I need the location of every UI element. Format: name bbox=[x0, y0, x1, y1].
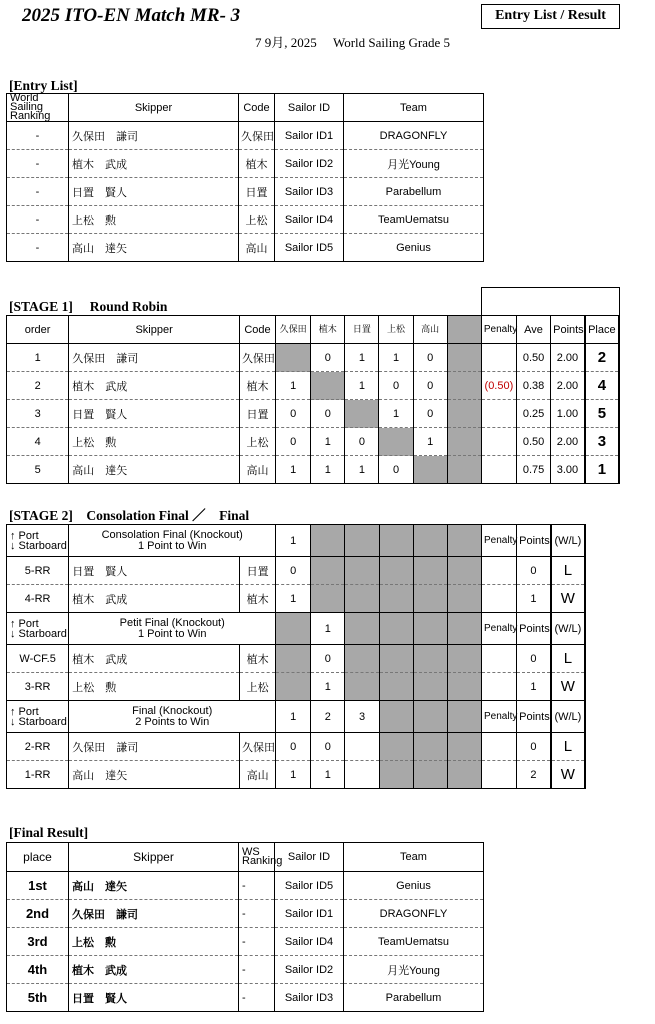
wl-cell: W bbox=[551, 761, 585, 789]
table-row bbox=[7, 673, 586, 701]
result-cell: 0 bbox=[413, 400, 447, 428]
result-cell: 0 bbox=[379, 456, 413, 484]
col-ws-ranking: World Sailing Ranking bbox=[7, 94, 69, 122]
points-cell: 1 bbox=[517, 673, 551, 701]
points-header: Points bbox=[517, 613, 551, 645]
table-row bbox=[7, 122, 484, 150]
result-cell bbox=[311, 372, 345, 400]
place-cell: 3rd bbox=[7, 928, 69, 956]
col-skipper: Skipper bbox=[69, 843, 239, 872]
penalty-header: Penalty bbox=[482, 701, 517, 733]
col-code: Code bbox=[239, 94, 275, 122]
skipper-cell: 植木 武成 bbox=[69, 956, 239, 984]
port-label: ↑ Port bbox=[10, 705, 39, 718]
entry-list-table bbox=[6, 93, 484, 262]
ranking-cell: - bbox=[7, 150, 69, 178]
sailor-id-cell: Sailor ID1 bbox=[275, 122, 344, 150]
race-result: 1 bbox=[311, 761, 345, 789]
table-row bbox=[7, 928, 484, 956]
entry-list-heading: [Entry List] bbox=[9, 78, 78, 93]
skipper-cell: 高山 達矢 bbox=[69, 761, 240, 789]
order-cell: 4 bbox=[7, 428, 69, 456]
result-cell: 1 bbox=[379, 344, 413, 372]
race-result: 0 bbox=[276, 557, 311, 585]
seed-cell: 4-RR bbox=[7, 585, 69, 613]
points-cell: 1.00 bbox=[551, 400, 585, 428]
skipper-cell: 高山 達矢 bbox=[69, 234, 239, 262]
spacer-cell bbox=[447, 372, 481, 400]
sailor-id-cell: Sailor ID3 bbox=[275, 984, 344, 1012]
col-place: Place bbox=[585, 316, 619, 344]
race-spacer bbox=[413, 525, 447, 557]
table-row bbox=[7, 344, 620, 372]
spacer-cell bbox=[447, 344, 481, 372]
place-cell: 5th bbox=[7, 984, 69, 1012]
race-result bbox=[276, 645, 311, 673]
points-cell: 2.00 bbox=[551, 372, 585, 400]
skipper-cell: 久保田 謙司 bbox=[69, 900, 239, 928]
race-number: 1 bbox=[276, 701, 311, 733]
points-cell: 2.00 bbox=[551, 428, 585, 456]
race-result bbox=[276, 673, 311, 701]
team-cell: DRAGONFLY bbox=[344, 122, 484, 150]
skipper-cell: 久保田 謙司 bbox=[69, 344, 240, 372]
skipper-cell: 久保田 謙司 bbox=[69, 733, 240, 761]
wl-cell: L bbox=[551, 733, 585, 761]
table-row bbox=[7, 206, 484, 234]
stage1-heading: [STAGE 1] Round Robin bbox=[9, 299, 168, 314]
points-cell: 3.00 bbox=[551, 456, 585, 484]
race-result: 1 bbox=[311, 673, 345, 701]
table-row bbox=[7, 400, 620, 428]
col-opponent: 高山 bbox=[413, 316, 447, 344]
table-row bbox=[7, 900, 484, 928]
seed-cell: 3-RR bbox=[7, 673, 69, 701]
race-result: 0 bbox=[276, 733, 311, 761]
race-result bbox=[345, 585, 379, 613]
col-team: Team bbox=[344, 843, 484, 872]
result-cell: 0 bbox=[276, 400, 311, 428]
port-label: ↑ Port bbox=[10, 617, 39, 630]
team-cell: TeamUematsu bbox=[344, 206, 484, 234]
points-cell: 2 bbox=[517, 761, 551, 789]
skipper-cell: 久保田 謙司 bbox=[69, 122, 239, 150]
skipper-cell: 植木 武成 bbox=[69, 585, 240, 613]
wl-header: (W/L) bbox=[551, 701, 585, 733]
order-cell: 2 bbox=[7, 372, 69, 400]
skipper-cell: 植木 武成 bbox=[69, 645, 240, 673]
starboard-label: ↓ Starboard bbox=[10, 539, 67, 552]
ranking-cell: - bbox=[7, 206, 69, 234]
race-spacer bbox=[379, 525, 413, 557]
penalty-cell bbox=[481, 428, 516, 456]
table-row bbox=[7, 557, 586, 585]
col-skipper: Skipper bbox=[69, 94, 239, 122]
ranking-cell: - bbox=[239, 872, 275, 900]
wl-cell: L bbox=[551, 557, 585, 585]
sailor-id-cell: Sailor ID3 bbox=[275, 178, 344, 206]
col-penalty: Penalty bbox=[481, 316, 516, 344]
final-result-table bbox=[6, 842, 484, 1012]
team-cell: TeamUematsu bbox=[344, 928, 484, 956]
penalty-header: Penalty bbox=[482, 613, 517, 645]
code-cell: 高山 bbox=[239, 456, 275, 484]
final-result-heading: [Final Result] bbox=[9, 825, 89, 840]
seed-cell: W-CF.5 bbox=[7, 645, 69, 673]
code-cell: 植木 bbox=[240, 585, 276, 613]
race-spacer bbox=[447, 525, 481, 557]
col-skipper: Skipper bbox=[69, 316, 240, 344]
penalty-header: Penalty bbox=[482, 525, 517, 557]
col-opponent: 上松 bbox=[379, 316, 413, 344]
seed-cell: 5-RR bbox=[7, 557, 69, 585]
table-row bbox=[7, 234, 484, 262]
wl-cell: L bbox=[551, 645, 585, 673]
team-cell: 月光Young bbox=[344, 956, 484, 984]
result-cell: 0 bbox=[311, 400, 345, 428]
penalty-cell bbox=[482, 733, 517, 761]
penalty-cell: (0.50) bbox=[481, 372, 516, 400]
result-cell bbox=[413, 456, 447, 484]
result-cell: 1 bbox=[311, 456, 345, 484]
ave-cell: 0.75 bbox=[516, 456, 550, 484]
penalty-cell bbox=[482, 645, 517, 673]
race-subtitle: 2 Points to Win bbox=[135, 715, 210, 728]
col-opponent: 植木 bbox=[311, 316, 345, 344]
team-cell: 月光Young bbox=[344, 150, 484, 178]
ranking-cell: - bbox=[7, 234, 69, 262]
code-cell: 上松 bbox=[240, 673, 276, 701]
code-cell: 植木 bbox=[239, 150, 275, 178]
table-row bbox=[7, 585, 586, 613]
penalty-cell bbox=[481, 456, 516, 484]
port-label: ↑ Port bbox=[10, 529, 39, 542]
race-result bbox=[345, 645, 379, 673]
place-cell: 1 bbox=[585, 456, 619, 484]
result-cell: 0 bbox=[311, 344, 345, 372]
table-row bbox=[7, 456, 620, 484]
seed-cell: 1-RR bbox=[7, 761, 69, 789]
table-row bbox=[7, 872, 484, 900]
race-result bbox=[345, 761, 379, 789]
code-cell: 久保田 bbox=[239, 344, 275, 372]
points-header: Points bbox=[517, 525, 551, 557]
result-cell: 1 bbox=[379, 400, 413, 428]
race-result bbox=[345, 673, 379, 701]
race-number: 1 bbox=[311, 613, 345, 645]
points-cell: 1 bbox=[517, 585, 551, 613]
team-cell: Parabellum bbox=[344, 178, 484, 206]
skipper-cell: 植木 武成 bbox=[69, 372, 240, 400]
petit-final-header bbox=[7, 613, 586, 645]
skipper-cell: 日置 賢人 bbox=[69, 557, 240, 585]
table-row bbox=[7, 956, 484, 984]
col-ave: Ave bbox=[516, 316, 550, 344]
col-opponent: 久保田 bbox=[276, 316, 311, 344]
final-header bbox=[7, 701, 586, 733]
skipper-cell: 日置 賢人 bbox=[69, 984, 239, 1012]
ranking-cell: - bbox=[7, 122, 69, 150]
race-number bbox=[276, 613, 311, 645]
result-cell bbox=[379, 428, 413, 456]
skipper-cell: 上松 勲 bbox=[69, 206, 239, 234]
result-cell: 0 bbox=[345, 428, 379, 456]
code-cell: 高山 bbox=[239, 234, 275, 262]
skipper-cell: 上松 勲 bbox=[69, 428, 240, 456]
result-cell: 0 bbox=[413, 344, 447, 372]
penalty-cell bbox=[482, 585, 517, 613]
code-cell: 上松 bbox=[239, 428, 275, 456]
col-place: place bbox=[7, 843, 69, 872]
sailor-id-cell: Sailor ID5 bbox=[275, 872, 344, 900]
starboard-label: ↓ Starboard bbox=[10, 627, 67, 640]
wl-header: (W/L) bbox=[551, 525, 585, 557]
col-code: Code bbox=[239, 316, 275, 344]
entry-result-label: Entry List / Result bbox=[481, 4, 620, 29]
penalty-cell bbox=[481, 344, 516, 372]
place-cell: 4 bbox=[585, 372, 619, 400]
race-title: Consolation Final (Knockout) bbox=[101, 528, 243, 541]
team-cell: Genius bbox=[344, 234, 484, 262]
wl-cell: W bbox=[551, 585, 585, 613]
ranking-cell: - bbox=[239, 900, 275, 928]
result-cell: 0 bbox=[413, 372, 447, 400]
place-cell: 5 bbox=[585, 400, 619, 428]
code-cell: 久保田 bbox=[240, 733, 276, 761]
race-result bbox=[311, 585, 345, 613]
skipper-cell: 植木 武成 bbox=[69, 150, 239, 178]
result-cell: 1 bbox=[311, 428, 345, 456]
wl-header: (W/L) bbox=[551, 613, 585, 645]
ranking-cell: - bbox=[239, 956, 275, 984]
table-row bbox=[7, 645, 586, 673]
race-result bbox=[311, 557, 345, 585]
stage1-header-box bbox=[481, 287, 620, 316]
penalty-cell bbox=[482, 761, 517, 789]
col-points: Points bbox=[551, 316, 585, 344]
race-subtitle: 1 Point to Win bbox=[137, 627, 207, 640]
result-cell: 0 bbox=[379, 372, 413, 400]
table-row bbox=[7, 372, 620, 400]
sailor-id-cell: Sailor ID5 bbox=[275, 234, 344, 262]
race-result: 0 bbox=[311, 733, 345, 761]
spacer-cell bbox=[447, 400, 481, 428]
place-cell: 2 bbox=[585, 344, 619, 372]
penalty-cell bbox=[482, 557, 517, 585]
sailor-id-cell: Sailor ID2 bbox=[275, 150, 344, 178]
race-number: 1 bbox=[276, 525, 311, 557]
order-cell: 1 bbox=[7, 344, 69, 372]
order-cell: 5 bbox=[7, 456, 69, 484]
skipper-cell: 高山 達矢 bbox=[69, 456, 240, 484]
place-cell: 4th bbox=[7, 956, 69, 984]
ave-cell: 0.25 bbox=[516, 400, 550, 428]
team-cell: Parabellum bbox=[344, 984, 484, 1012]
race-number bbox=[345, 525, 379, 557]
col-spacer bbox=[447, 316, 481, 344]
points-cell: 0 bbox=[517, 733, 551, 761]
race-result: 1 bbox=[276, 585, 311, 613]
race-number: 3 bbox=[345, 701, 379, 733]
race-title: Final (Knockout) bbox=[132, 704, 213, 717]
result-cell bbox=[345, 400, 379, 428]
sailor-id-cell: Sailor ID4 bbox=[275, 206, 344, 234]
skipper-cell: 上松 勲 bbox=[69, 928, 239, 956]
col-order: order bbox=[7, 316, 69, 344]
table-row bbox=[7, 150, 484, 178]
race-number bbox=[345, 613, 379, 645]
result-cell: 1 bbox=[345, 372, 379, 400]
sailor-id-cell: Sailor ID1 bbox=[275, 900, 344, 928]
skipper-cell: 日置 賢人 bbox=[69, 400, 240, 428]
race-result bbox=[345, 557, 379, 585]
code-cell: 日置 bbox=[239, 400, 275, 428]
col-opponent: 日置 bbox=[345, 316, 379, 344]
skipper-cell: 日置 賢人 bbox=[69, 178, 239, 206]
stage2-heading: [STAGE 2] Consolation Final ／ Final bbox=[9, 508, 250, 523]
order-cell: 3 bbox=[7, 400, 69, 428]
code-cell: 植木 bbox=[240, 645, 276, 673]
code-cell: 植木 bbox=[239, 372, 275, 400]
result-cell: 1 bbox=[413, 428, 447, 456]
penalty-cell bbox=[481, 400, 516, 428]
spacer-cell bbox=[447, 456, 481, 484]
race-result: 1 bbox=[276, 761, 311, 789]
race-subtitle: 1 Point to Win bbox=[137, 539, 207, 552]
points-header: Points bbox=[517, 701, 551, 733]
result-cell: 1 bbox=[345, 456, 379, 484]
ranking-cell: - bbox=[239, 928, 275, 956]
points-cell: 2.00 bbox=[551, 344, 585, 372]
table-row bbox=[7, 984, 484, 1012]
col-sailor-id: Sailor ID bbox=[275, 843, 344, 872]
skipper-cell: 高山 達矢 bbox=[69, 872, 239, 900]
ranking-cell: - bbox=[239, 984, 275, 1012]
event-date-grade: 7 9月, 2025 World Sailing Grade 5 bbox=[255, 35, 451, 50]
code-cell: 上松 bbox=[239, 206, 275, 234]
col-ws-ranking: WS Ranking bbox=[239, 843, 275, 872]
result-cell bbox=[276, 344, 311, 372]
consolation-final-header bbox=[7, 525, 586, 557]
ave-cell: 0.50 bbox=[516, 428, 550, 456]
code-cell: 日置 bbox=[239, 178, 275, 206]
result-cell: 1 bbox=[276, 372, 311, 400]
table-row bbox=[7, 178, 484, 206]
race-result: 0 bbox=[311, 645, 345, 673]
place-cell: 3 bbox=[585, 428, 619, 456]
code-cell: 高山 bbox=[240, 761, 276, 789]
code-cell: 久保田 bbox=[239, 122, 275, 150]
code-cell: 日置 bbox=[240, 557, 276, 585]
race-title: Petit Final (Knockout) bbox=[119, 616, 225, 629]
race-result bbox=[345, 733, 379, 761]
stage1-table bbox=[6, 315, 620, 484]
team-cell: Genius bbox=[344, 872, 484, 900]
page-title: 2025 ITO-EN Match MR- 3 bbox=[22, 5, 241, 26]
table-row bbox=[7, 428, 620, 456]
points-cell: 0 bbox=[517, 557, 551, 585]
points-cell: 0 bbox=[517, 645, 551, 673]
race-number bbox=[311, 525, 345, 557]
table-row bbox=[7, 761, 586, 789]
skipper-cell: 上松 勲 bbox=[69, 673, 240, 701]
place-cell: 1st bbox=[7, 872, 69, 900]
ave-cell: 0.38 bbox=[516, 372, 550, 400]
col-sailor-id: Sailor ID bbox=[275, 94, 344, 122]
place-cell: 2nd bbox=[7, 900, 69, 928]
ranking-cell: - bbox=[7, 178, 69, 206]
starboard-label: ↓ Starboard bbox=[10, 715, 67, 728]
seed-cell: 2-RR bbox=[7, 733, 69, 761]
stage2-table bbox=[6, 524, 586, 789]
race-number: 2 bbox=[311, 701, 345, 733]
wl-cell: W bbox=[551, 673, 585, 701]
team-cell: DRAGONFLY bbox=[344, 900, 484, 928]
result-cell: 1 bbox=[276, 456, 311, 484]
result-cell: 1 bbox=[345, 344, 379, 372]
ave-cell: 0.50 bbox=[516, 344, 550, 372]
spacer-cell bbox=[447, 428, 481, 456]
col-team: Team bbox=[344, 94, 484, 122]
penalty-cell bbox=[482, 673, 517, 701]
table-row bbox=[7, 733, 586, 761]
result-cell: 0 bbox=[276, 428, 311, 456]
sailor-id-cell: Sailor ID2 bbox=[275, 956, 344, 984]
sailor-id-cell: Sailor ID4 bbox=[275, 928, 344, 956]
